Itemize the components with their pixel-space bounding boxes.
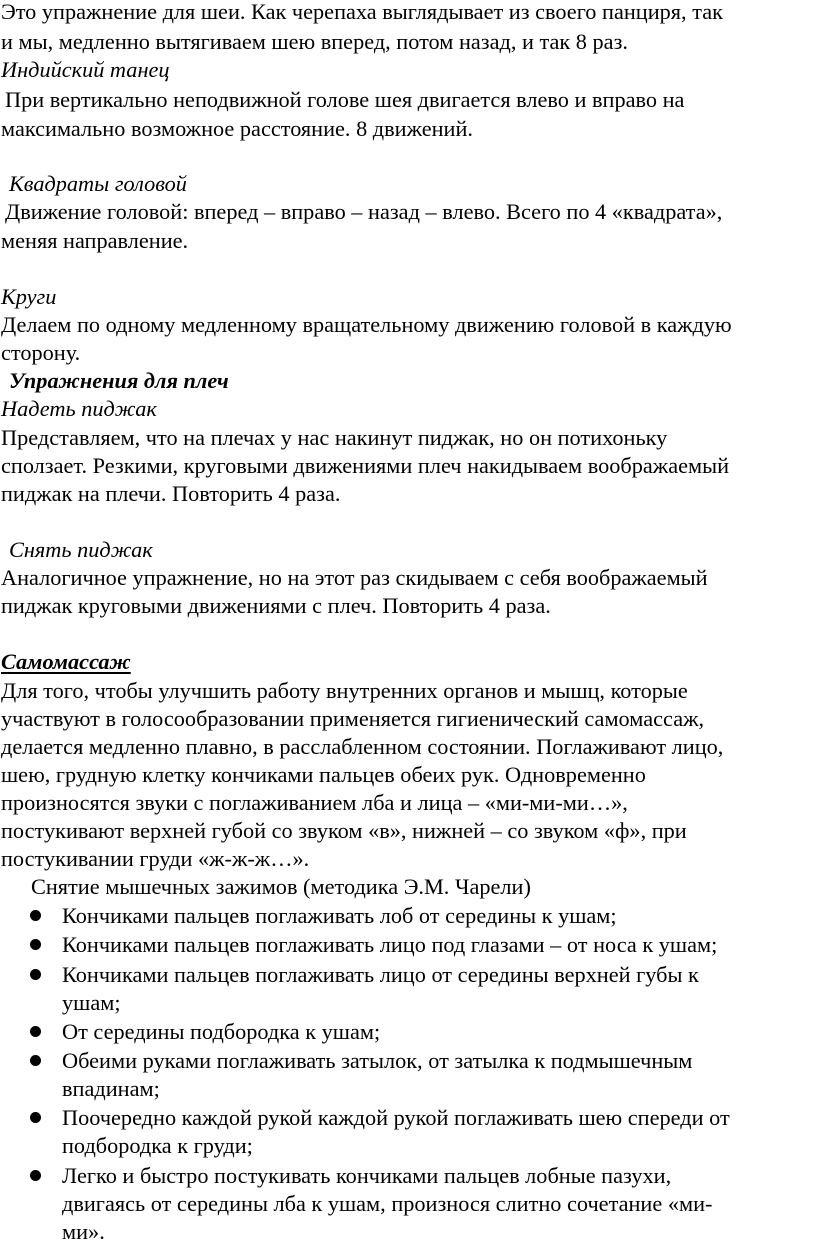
- circles-text-line-2: сторону.: [1, 340, 81, 365]
- head-squares-text-line-2: меняя направление.: [1, 228, 189, 253]
- indian-dance-heading: Индийский танец: [1, 57, 170, 82]
- self-massage-text-line-3: делается медленно плавно, в расслабленном состоянии. Поглаживают лицо,: [1, 734, 724, 759]
- self-massage-text-line-4: шею, грудную клетку кончиками пальцев обеих рук. Одновременно: [1, 762, 646, 787]
- head-squares-text-line-1: Движение головой: вперед – вправо – назад – влево. Всего по 4 «квадрата»,: [5, 199, 723, 224]
- list-item-text: ми».: [62, 1219, 105, 1244]
- take-off-jacket-text-line-2: пиджак круговыми движениями с плеч. Повторить 4 раза.: [1, 593, 551, 618]
- bullet-icon: [30, 969, 41, 980]
- indian-dance-text-line-1: При вертикально неподвижной голове шея двигается влево и вправо на: [5, 87, 685, 112]
- bullet-icon: [30, 1170, 41, 1181]
- shoulder-exercises-heading: Упражнения для плеч: [9, 368, 229, 393]
- list-item-text: впадинам;: [62, 1076, 160, 1101]
- neck-exercise-text-line-2: и мы, медленно вытягиваем шею вперед, потом назад, и так 8 раз.: [1, 29, 628, 54]
- bullet-icon: [30, 1112, 41, 1123]
- self-massage-text-line-6: постукивают верхней губой со звуком «в», нижней – со звуком «ф», при: [1, 818, 687, 843]
- list-item-text: подбородка к груди;: [62, 1133, 253, 1158]
- list-item-text: Легко и быстро постукивать кончиками пальцев лобные пазухи,: [62, 1163, 672, 1188]
- circles-text-line-1: Делаем по одному медленному вращательному движению головой в каждую: [1, 312, 732, 337]
- tension-release-intro: Снятие мышечных зажимов (методика Э.М. Чарели): [31, 874, 531, 899]
- list-item-text: От середины подбородка к ушам;: [62, 1019, 381, 1044]
- put-on-jacket-text-line-3: пиджак на плечи. Повторить 4 раза.: [1, 481, 341, 506]
- list-item-text: Поочередно каждой рукой каждой рукой поглаживать шею спереди от: [62, 1105, 730, 1130]
- indian-dance-text-line-2: максимально возможное расстояние. 8 движений.: [1, 116, 473, 141]
- bullet-icon: [30, 1026, 41, 1037]
- bullet-icon: [30, 910, 41, 921]
- take-off-jacket-heading: Снять пиджак: [9, 537, 153, 562]
- list-item-text: Кончиками пальцев поглаживать лоб от середины к ушам;: [62, 903, 617, 928]
- take-off-jacket-text-line-1: Аналогичное упражнение, но на этот раз скидываем с себя воображаемый: [1, 565, 708, 590]
- neck-exercise-text-line-1: Это упражнение для шеи. Как черепаха выглядывает из своего панциря, так: [1, 0, 723, 24]
- circles-heading: Круги: [1, 284, 57, 309]
- self-massage-text-line-7: постукивании груди «ж-ж-ж…».: [1, 846, 310, 871]
- bullet-icon: [30, 939, 41, 950]
- self-massage-text-line-5: произносятся звуки с поглаживанием лба и лица – «ми-ми-ми…»,: [1, 790, 628, 815]
- self-massage-text-line-2: участвуют в голосообразовании применяется гигиенический самомассаж,: [1, 706, 705, 731]
- list-item-text: Обеими руками поглаживать затылок, от затылка к подмышечным: [62, 1048, 693, 1073]
- put-on-jacket-text-line-1: Представляем, что на плечах у нас накинут пиджак, но он потихоньку: [1, 425, 668, 450]
- list-item-text: Кончиками пальцев поглаживать лицо от середины верхней губы к: [62, 962, 699, 987]
- self-massage-text-line-1: Для того, чтобы улучшить работу внутренних органов и мышц, которые: [1, 678, 688, 703]
- list-item-text: двигаясь от середины лба к ушам, произнося слитно сочетание «ми-: [62, 1191, 713, 1216]
- bullet-icon: [30, 1055, 41, 1066]
- put-on-jacket-heading: Надеть пиджак: [1, 396, 157, 421]
- head-squares-heading: Квадраты головой: [9, 171, 187, 196]
- list-item-text: Кончиками пальцев поглаживать лицо под глазами – от носа к ушам;: [62, 932, 718, 957]
- self-massage-heading: Самомассаж: [1, 649, 131, 674]
- list-item-text: ушам;: [62, 990, 121, 1015]
- put-on-jacket-text-line-2: сползает. Резкими, круговыми движениями плеч накидываем воображаемый: [1, 453, 730, 478]
